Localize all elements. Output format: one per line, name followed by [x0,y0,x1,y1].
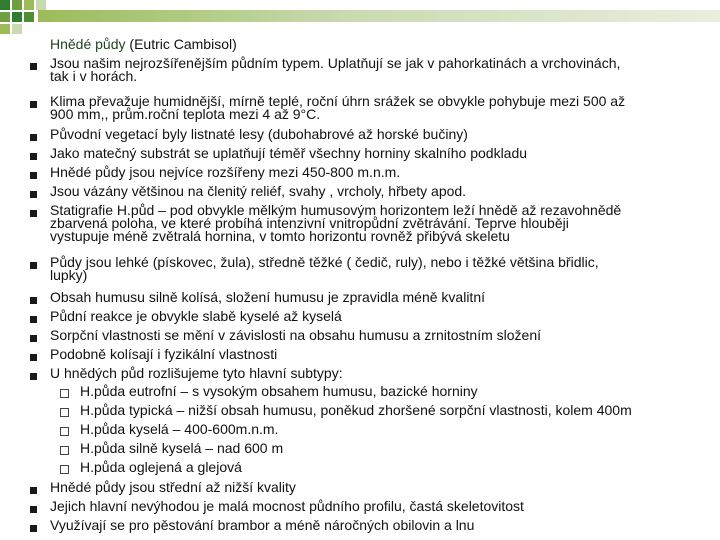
list-item-text: Původní vegetací byly listnaté lesy (dubohabrové až horské bučiny) [50,126,468,142]
list-item-line: Statigrafie H.půd – pod obvykle mělkým humusovým horizontem leží hnědě až rezavohnědě [50,202,622,218]
title-main: Hnědé půdy [50,36,126,52]
square-bullet-icon [30,297,37,304]
list-item-text [50,95,625,121]
list-item-text: Hnědé půdy jsou nejvíce rozšířeny mezi 450-800 m.n.m. [50,164,401,180]
subtype-text: H.půda kyselá – 400-600m.n.m. [80,421,279,437]
subtype-text: H.půda eutrofní – s vysokým obsahem humusu, bazické horniny [80,383,478,399]
list-item-text: Využívají se pro pěstování brambor a méně náročných obilovin a lnu [50,517,475,533]
list-item-line: vystupuje méně zvětralá hornina, v tomto horizontu rovněž přibývá skeletu [50,228,510,244]
list-item [0,519,720,538]
square-bullet-icon [30,210,37,217]
list-item-line: zbarvená poloha, ve které probíhá intenzivní vnitropůdní zvětrávání. Teprve hlouběji [50,215,569,231]
open-square-bullet-icon [60,465,69,474]
list-item-text: Jejich hlavní nevýhodou je malá mocnost půdního profilu, častá skeletovitost [50,498,524,514]
list-item-text [50,256,599,282]
list-item-text: Obsah humusu silně kolísá, složení humusu je zpravidla méně kvalitní [50,289,485,305]
deco-square-4 [36,0,46,10]
list-item-line: Půdy jsou lehké (pískovec, žula), středně těžké ( čedič, ruly), nebo i těžké většina břidlic, [50,254,599,270]
square-bullet-icon [30,316,37,323]
subtype-text: H.půda typická – nižší obsah humusu, poněkud zhoršené sorpční vlastnosti, kolem 400m [80,402,632,418]
square-bullet-icon [30,172,37,179]
header-gradient-bar [38,10,720,22]
square-bullet-icon [30,191,37,198]
title-sub: (Eutric Cambisol) [129,36,237,52]
square-bullet-icon [30,525,37,532]
list-item-text: Jsou vázány většinou na členitý reliéf, svahy , vrcholy, hřbety apod. [50,183,467,199]
list-item-text: U hnědých půd rozlišujeme tyto hlavní subtypy: [50,365,343,381]
list-item [0,202,720,244]
open-square-bullet-icon [60,427,69,436]
square-bullet-icon [30,373,37,380]
title-text [50,38,237,51]
deco-square-1 [0,0,10,10]
list-item-text: Jako matečný substrát se uplatňují téměř všechny horniny skalního podkladu [50,145,528,161]
deco-square-5 [0,12,10,22]
square-bullet-icon [30,335,37,342]
list-item-text: Půdní reakce je obvykle slabě kyselé až kyselá [50,308,342,324]
deco-square-8 [0,24,10,34]
list-item-line: 900 mm,, prům.roční teplota mezi 4 až 9°C. [50,106,321,122]
deco-square-7 [24,12,34,22]
list-item-text: Hnědé půdy jsou střední až nižší kvality [50,479,296,495]
header-decoration [0,0,720,40]
list-item [0,254,720,283]
list-item-text [50,204,621,243]
subtype-text: H.půda silně kyselá – nad 600 m [80,440,284,456]
open-square-bullet-icon [60,446,69,455]
square-bullet-icon [30,262,37,269]
deco-square-2 [12,0,22,10]
square-bullet-icon [30,354,37,361]
list-item-line: Klima převažuje humidnější, mírně teplé, roční úhrn srážek se obvykle pohybuje mezi 500 až [50,93,626,109]
list-item-line: Jsou našim nejrozšířenějším půdním typem. Uplatňují se jak v pahorkatinách a vrchovinách, [50,55,621,71]
open-square-bullet-icon [60,408,69,417]
deco-square-6 [12,12,22,22]
subtype-item [0,461,720,480]
list-item [0,55,720,84]
square-bullet-icon [30,101,37,108]
list-item-line: tak i v horách. [50,68,138,84]
square-bullet-icon [30,63,37,70]
open-square-bullet-icon [60,389,69,398]
square-bullet-icon [30,506,37,513]
list-item-text: Sorpční vlastnosti se mění v závislosti na obsahu humusu a zrnitostním složení [50,327,542,343]
square-bullet-icon [30,134,37,141]
square-bullet-icon [30,153,37,160]
list-item-text: Podobně kolísají i fyzikální vlastnosti [50,346,278,362]
subtype-text: H.půda oglejená a glejová [80,459,242,475]
list-item [0,93,720,122]
square-bullet-icon [30,487,37,494]
deco-square-9 [12,24,22,34]
deco-square-3 [24,0,34,10]
list-item-line: lupky) [50,267,88,283]
list-item-text [50,57,620,83]
